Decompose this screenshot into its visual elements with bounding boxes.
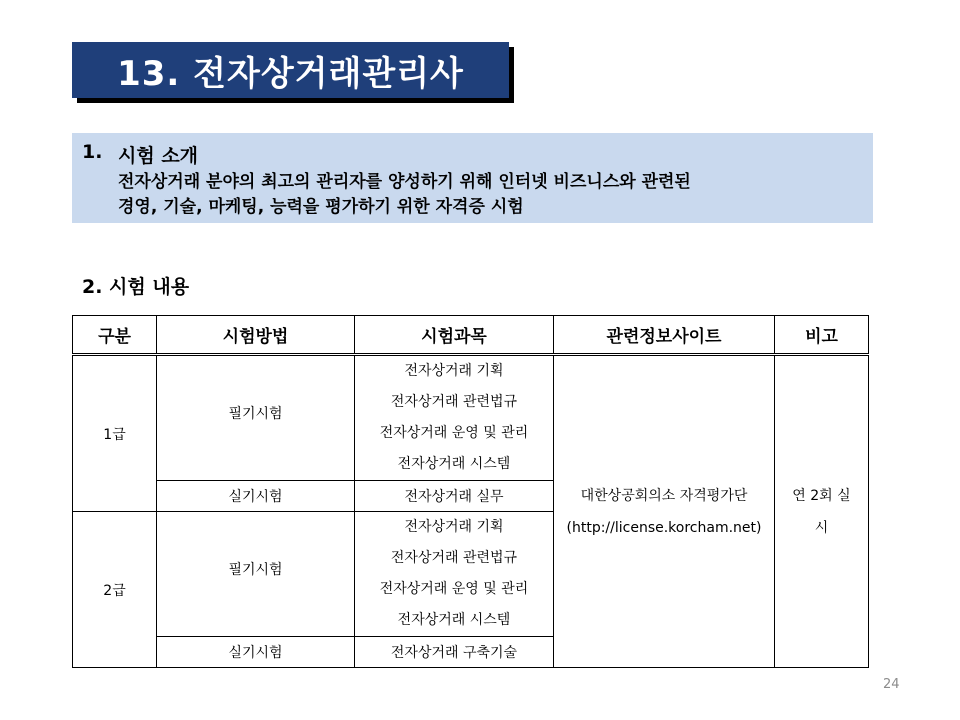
site-name: 대한상공회의소 자격평가단: [580, 487, 748, 504]
note-cell: [775, 355, 869, 668]
site-cell: [554, 355, 775, 668]
method-cell: 실기시험: [157, 637, 355, 668]
intro-heading: [82, 141, 863, 168]
page-number: 24: [883, 677, 900, 692]
method-cell: 필기시험: [157, 355, 355, 481]
grade-cell: 2급: [73, 512, 157, 668]
subjects-cell: [355, 512, 554, 637]
note-line: 연 2회 실: [792, 487, 851, 504]
note-line: 시: [814, 519, 829, 536]
page-title: 13. 전자상거래관리사: [117, 53, 464, 94]
grade-cell: 1급: [73, 355, 157, 512]
intro-body: [118, 170, 863, 220]
method-cell: 실기시험: [157, 481, 355, 512]
subject-item: 전자상거래 운영 및 관리: [379, 581, 529, 597]
intro-number: 1.: [82, 141, 103, 163]
subject-item: 전자상거래 기획: [404, 519, 504, 535]
method-cell: 필기시험: [157, 512, 355, 637]
header-cell: 시험과목: [355, 316, 554, 355]
subject-item: 전자상거래 관련법규: [390, 394, 518, 410]
subject-cell: 전자상거래 구축기술: [355, 637, 554, 668]
intro-box: [72, 133, 873, 223]
title-banner: [72, 42, 509, 98]
subject-item: 전자상거래 기획: [404, 363, 504, 379]
header-cell: 구분: [73, 316, 157, 355]
header-cell: 비고: [775, 316, 869, 355]
subject-item: 전자상거래 운영 및 관리: [379, 425, 529, 441]
table-row: [73, 355, 869, 481]
exam-table: [72, 315, 869, 668]
subject-item: 전자상거래 시스템: [397, 612, 511, 628]
site-url: (http://license.korcham.net): [566, 519, 762, 536]
header-cell: 시험방법: [157, 316, 355, 355]
table-header-row: [73, 316, 869, 355]
section-heading: 2. 시험 내용: [82, 276, 190, 298]
header-cell: 관련정보사이트: [554, 316, 775, 355]
subjects-cell: [355, 355, 554, 481]
intro-line: 경영, 기술, 마케팅, 능력을 평가하기 위한 자격증 시험: [118, 197, 524, 217]
subject-cell: 전자상거래 실무: [355, 481, 554, 512]
subject-item: 전자상거래 관련법규: [390, 550, 518, 566]
intro-line: 전자상거래 분야의 최고의 관리자를 양성하기 위해 인터넷 비즈니스와 관련된: [118, 172, 691, 192]
intro-heading-text: 시험 소개: [118, 145, 199, 167]
subject-item: 전자상거래 시스템: [397, 456, 511, 472]
